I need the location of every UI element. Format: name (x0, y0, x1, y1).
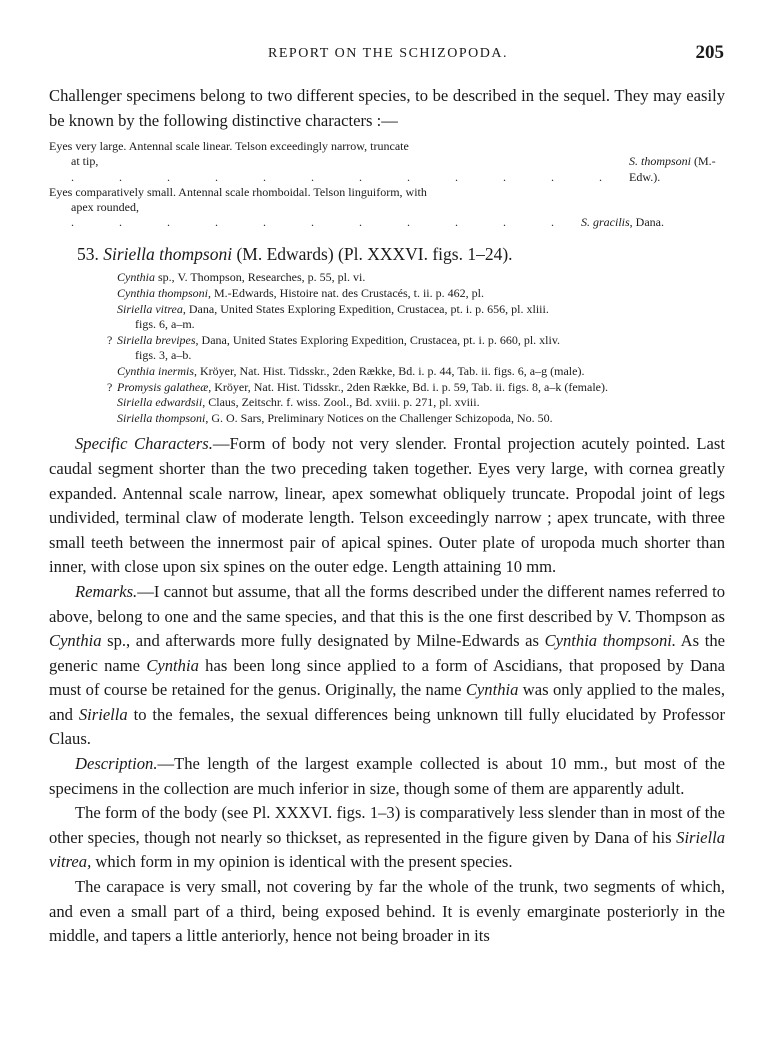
carapace-paragraph: The carapace is very small, not covering by far the whole of the trunk, two segments of which, and even a small part of a third, being exposed behind. It is evenly emarginate posteriorly in the middle, and tapers a little anteriorly, hence not being broader in its (49, 877, 725, 946)
key-entry-result: S. gracilis, Dana. (581, 215, 664, 230)
remarks-paragraph: Remarks.—I cannot but assume, that all the forms described under the different names referred to above, belong to one and the same species, and that this is the one first described by V. Thompson as Cynthia sp., and afterwards more fully designated by Milne-Edwards as Cynthia thompsoni. As the generic name Cynthia has been long since applied to a form of Ascidians, that proposed by Dana must of course be retained for the genus. Originally, the name Cynthia was only applied to the males, and Siriella to the females, the sexual differences being unknown till fully elucidated by Professor Claus. (49, 581, 725, 749)
key-entry-line: apex rounded, . . . . . . . . . . . (71, 200, 575, 230)
body-form-paragraph: The form of the body (see Pl. XXXVI. figs. 1–3) is comparatively less slender than in most of the other species, though not nearly so thickset, as represented in the figure given by Dana of his Siriella vitrea, which form in my opinion is identical with the present species. (49, 803, 725, 872)
page-header (0, 42, 776, 66)
description-paragraph: Description.—The length of the largest example collected is about 10 mm., but most of the specimens in the collection are much inferior in size, though some of them are apparently adult. (49, 754, 725, 798)
page-number: 205 (695, 42, 724, 63)
key-entry-line: Eyes very large. Antennal scale linear. Telson exceedingly narrow, truncate (49, 139, 409, 154)
synonym-entry: Siriella thompsoni, G. O. Sars, Preliminary Notices on the Challenger Schizopoda, No. 50. (117, 410, 553, 425)
synonym-entry: Siriella edwardsii, Claus, Zeitschr. f. wiss. Zool., Bd. xviii. p. 271, pl. xviii. (117, 395, 480, 410)
intro-paragraph: Challenger specimens belong to two different species, to be described in the sequel. They may easily be known by the following distinctive characters :— (49, 86, 725, 130)
synonym-entry: ? Siriella brevipes, Dana, United States Exploring Expedition, Crustacea, pt. i. p. 660, pl. xliv. figs. 3, a–b. (107, 332, 561, 363)
synonym-entry: Cynthia thompsoni, M.-Edwards, Histoire nat. des Crustacés, t. ii. p. 462, pl. (117, 286, 484, 300)
key-entry-result: S. thompsoni (M.-Edw.). (629, 154, 716, 184)
key-entry (49, 185, 725, 231)
key-entry-line: Eyes comparatively small. Antennal scale rhomboidal. Telson linguiform, with (49, 184, 427, 199)
key-entry-text (49, 139, 623, 185)
synonym-entry: ? Promysis galatheæ, Kröyer, Nat. Hist. Tidsskr., 2den Række, Bd. i. p. 59, Tab. ii. figs. 8, a–k (female). (107, 379, 608, 394)
key-entry (49, 139, 725, 185)
synonym-entry: Siriella vitrea, Dana, United States Exploring Expedition, Crustacea, pt. i. p. 656, pl. xliii. figs. 6, a–m. (117, 301, 549, 332)
key-entry-text (49, 185, 575, 231)
section-label: Remarks. (75, 581, 138, 601)
running-title: REPORT ON THE SCHIZOPODA. (268, 46, 508, 61)
identification-key (49, 139, 725, 230)
species-heading: 53. Siriella thompsoni (M. Edwards) (Pl. XXXVI. figs. 1–24). (77, 244, 513, 265)
section-label: Specific Characters. (75, 434, 213, 454)
section-label: Description. (75, 754, 158, 774)
page-body (49, 84, 725, 949)
key-entry-line: at tip, . . . . . . . . . . . . (71, 154, 623, 184)
synonym-entry: Cynthia inermis, Kröyer, Nat. Hist. Tidsskr., 2den Række, Bd. i. p. 44, Tab. ii. figs. 6, a–g (male). (117, 363, 585, 378)
synonym-entry: Cynthia sp., V. Thompson, Researches, p. 55, pl. vi. (117, 270, 366, 285)
specific-characters-paragraph: Specific Characters.—Form of body not very slender. Frontal projection acutely pointed. Last caudal segment shorter than the two preceding taken together. Eyes very large, with cornea greatly expanded. Antennal scale narrow, linear, apex somewhat obliquely truncate. Propodal joint of legs undivided, terminal claw of moderate length. Telson exceedingly narrow ; apex truncate, with three small teeth between the innermost pair of apical spines. Outer plate of uropoda much shorter than inner, with close upon six spines on the outer edge. Length attaining 10 mm. (49, 434, 725, 577)
synonymy-list (49, 270, 725, 426)
